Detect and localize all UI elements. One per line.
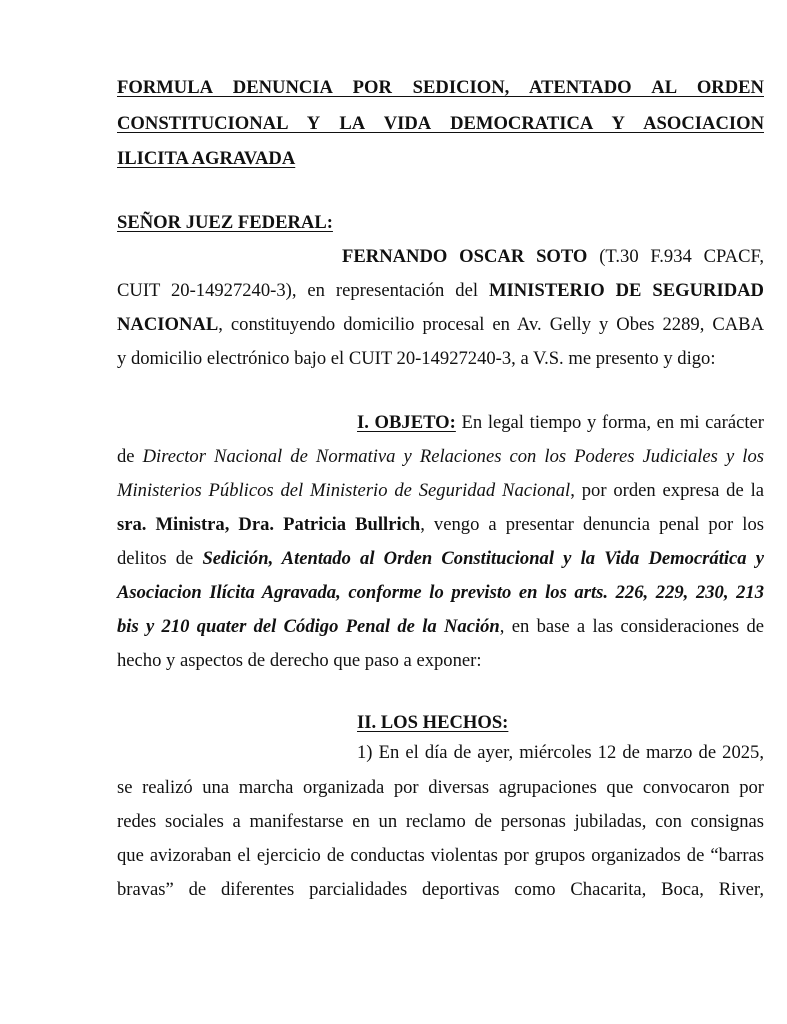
ministry-name-part-2: NACIONAL xyxy=(117,314,219,335)
title-line-1: FORMULA DENUNCIA POR SEDICION, ATENTADO AL ORDEN xyxy=(117,77,764,98)
director-title-part-1: Director Nacional de Normativa y Relaciones con los Poderes Judiciales y los xyxy=(142,446,764,467)
minister-name: sra. Ministra, Dra. Patricia Bullrich xyxy=(117,514,421,535)
objeto-line-5 xyxy=(117,545,764,573)
salutation: SEÑOR JUEZ FEDERAL: xyxy=(117,212,333,233)
objeto-line-3 xyxy=(117,477,764,505)
hechos-heading: II. LOS HECHOS: xyxy=(357,712,509,733)
intro-line-4: y domicilio electrónico bajo el CUIT 20-14927240-3, a V.S. me presento y digo: xyxy=(117,348,716,369)
hechos-line-3: redes sociales a manifestarse en un reclamo de personas jubiladas, con consignas xyxy=(117,811,764,832)
objeto-line-1 xyxy=(357,409,764,437)
objeto-heading: I. OBJETO: xyxy=(357,412,456,433)
objeto-line-3-text: , por orden expresa de la xyxy=(570,480,765,501)
director-title-part-2: Ministerios Públicos del Ministerio de Seguridad Nacional xyxy=(117,480,571,501)
offenses-part-3: bis y 210 quater del Código Penal de la Nación xyxy=(117,616,500,637)
offenses-part-2: Asociacion Ilícita Agravada, conforme lo previsto en los arts. 226, 229, 230, 213 xyxy=(117,582,764,603)
hechos-line-5: bravas” de diferentes parcialidades deportivas como Chacarita, Boca, River, xyxy=(117,879,764,900)
objeto-line-4 xyxy=(117,511,764,539)
intro-line-2 xyxy=(117,277,764,305)
objeto-line-2-prefix: de xyxy=(117,446,143,467)
objeto-line-5-prefix: delitos de xyxy=(117,548,203,569)
offenses-part-1: Sedición, Atentado al Orden Constitucional y la Vida Democrática y xyxy=(202,548,764,569)
intro-line-1 xyxy=(342,243,764,271)
presenter-name: FERNANDO OSCAR SOTO xyxy=(342,246,588,267)
objeto-line-1-text: En legal tiempo y forma, en mi carácter xyxy=(455,412,764,433)
title-line-3: ILICITA AGRAVADA xyxy=(117,148,296,169)
intro-line-2-text: CUIT 20-14927240-3), en representación del xyxy=(117,280,489,301)
objeto-line-2 xyxy=(117,443,764,471)
objeto-line-7-text: , en base a las consideraciones de xyxy=(499,616,764,637)
objeto-line-7 xyxy=(117,613,764,641)
intro-line-3-text: , constituyendo domicilio procesal en Av. Gelly y Obes 2289, CABA xyxy=(218,314,764,335)
intro-line-1-text: (T.30 F.934 CPACF, xyxy=(587,246,764,267)
title-line-2: CONSTITUCIONAL Y LA VIDA DEMOCRATICA Y ASOCIACION xyxy=(117,113,764,134)
ministry-name-part-1: MINISTERIO DE SEGURIDAD xyxy=(488,280,764,301)
hechos-line-1: 1) En el día de ayer, miércoles 12 de marzo de 2025, xyxy=(357,742,764,763)
hechos-line-2: se realizó una marcha organizada por diversas agrupaciones que convocaron por xyxy=(117,777,764,798)
objeto-line-8: hecho y aspectos de derecho que paso a exponer: xyxy=(117,650,482,671)
intro-line-3 xyxy=(117,311,764,339)
objeto-line-4-text: , vengo a presentar denuncia penal por los xyxy=(420,514,764,535)
hechos-line-4: que avizoraban el ejercicio de conductas violentas por grupos organizados de “barras xyxy=(117,845,764,866)
